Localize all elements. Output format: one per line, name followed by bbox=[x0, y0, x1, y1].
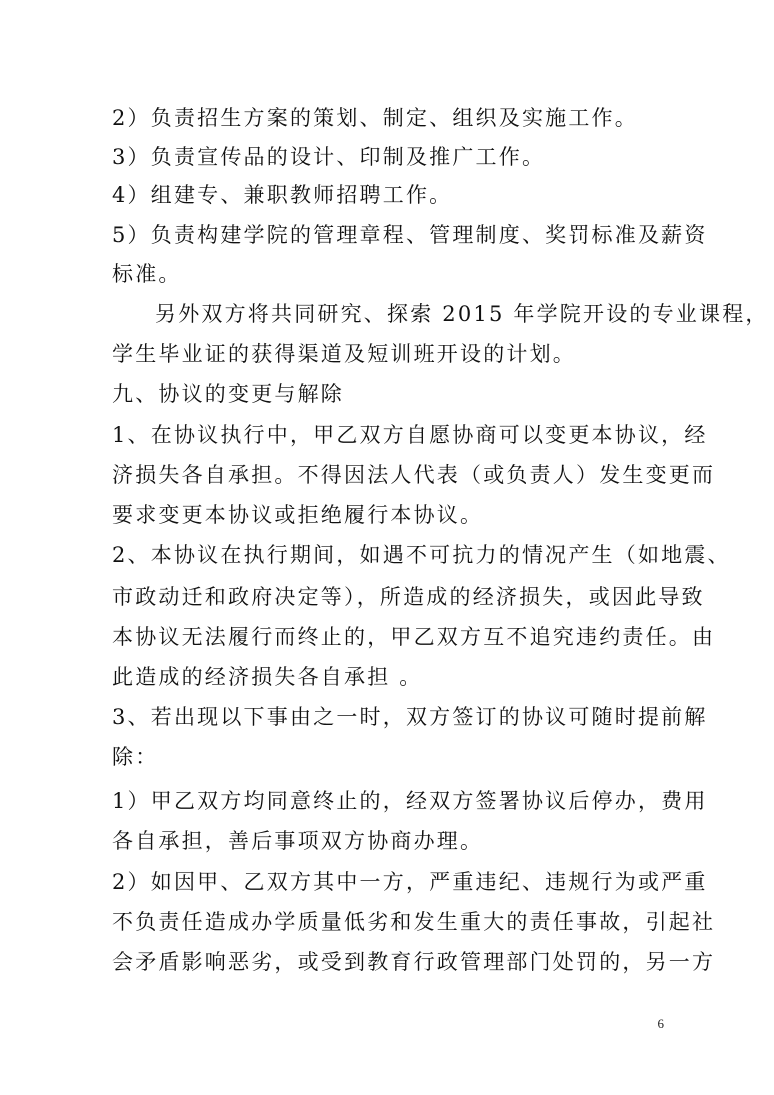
text-line-2: 3）负责宣传品的设计、印制及推广工作。 bbox=[112, 145, 546, 169]
text-line-1: 2）负责招生方案的策划、制定、组织及实施工作。 bbox=[112, 106, 638, 130]
text-line-20: 2）如因甲、乙双方其中一方，严重违纪、违规行为或严重 bbox=[112, 870, 708, 894]
text-line-10: 济损失各自承担。不得因法人代表（或负责人）发生变更而 bbox=[112, 463, 716, 487]
text-line-17: 除： bbox=[112, 745, 159, 769]
text-line-12: 2、本协议在执行期间，如遇不可抗力的情况产生（如地震、 bbox=[112, 543, 731, 567]
text-line-19: 各自承担，善后事项双方协商办理。 bbox=[112, 829, 484, 853]
text-line-16: 3、若出现以下事由之一时，双方签订的协议可随时提前解 bbox=[112, 705, 708, 729]
text-line-18: 1）甲乙双方均同意终止的，经双方签署协议后停办，费用 bbox=[112, 789, 708, 813]
text-line-9: 1、在协议执行中，甲乙双方自愿协商可以变更本协议，经 bbox=[112, 423, 708, 447]
text-line-3: 4）组建专、兼职教师招聘工作。 bbox=[112, 183, 453, 207]
text-line-6: 另外双方将共同研究、探索 2015 年学院开设的专业课程， bbox=[155, 302, 769, 326]
text-line-5: 标准。 bbox=[112, 262, 182, 286]
text-line-15: 此造成的经济损失各自承担 。 bbox=[112, 665, 423, 689]
text-line-22: 会矛盾影响恶劣，或受到教育行政管理部门处罚的，另一方 bbox=[112, 950, 716, 974]
text-line-14: 本协议无法履行而终止的，甲乙双方互不追究违约责任。由 bbox=[112, 625, 716, 649]
text-line-13: 市政动迁和政府决定等），所造成的经济损失，或因此导致 bbox=[112, 585, 705, 609]
text-line-7: 学生毕业证的获得渠道及短训班开设的计划。 bbox=[112, 342, 576, 366]
page-number: 6 bbox=[657, 1016, 664, 1031]
text-line-21: 不负责任造成办学质量低劣和发生重大的责任事故，引起社 bbox=[112, 910, 716, 934]
text-line-4: 5）负责构建学院的管理章程、管理制度、奖罚标准及薪资 bbox=[112, 223, 708, 247]
section-heading: 九、协议的变更与解除 bbox=[112, 382, 344, 406]
text-line-11: 要求变更本协议或拒绝履行本协议。 bbox=[112, 503, 484, 527]
